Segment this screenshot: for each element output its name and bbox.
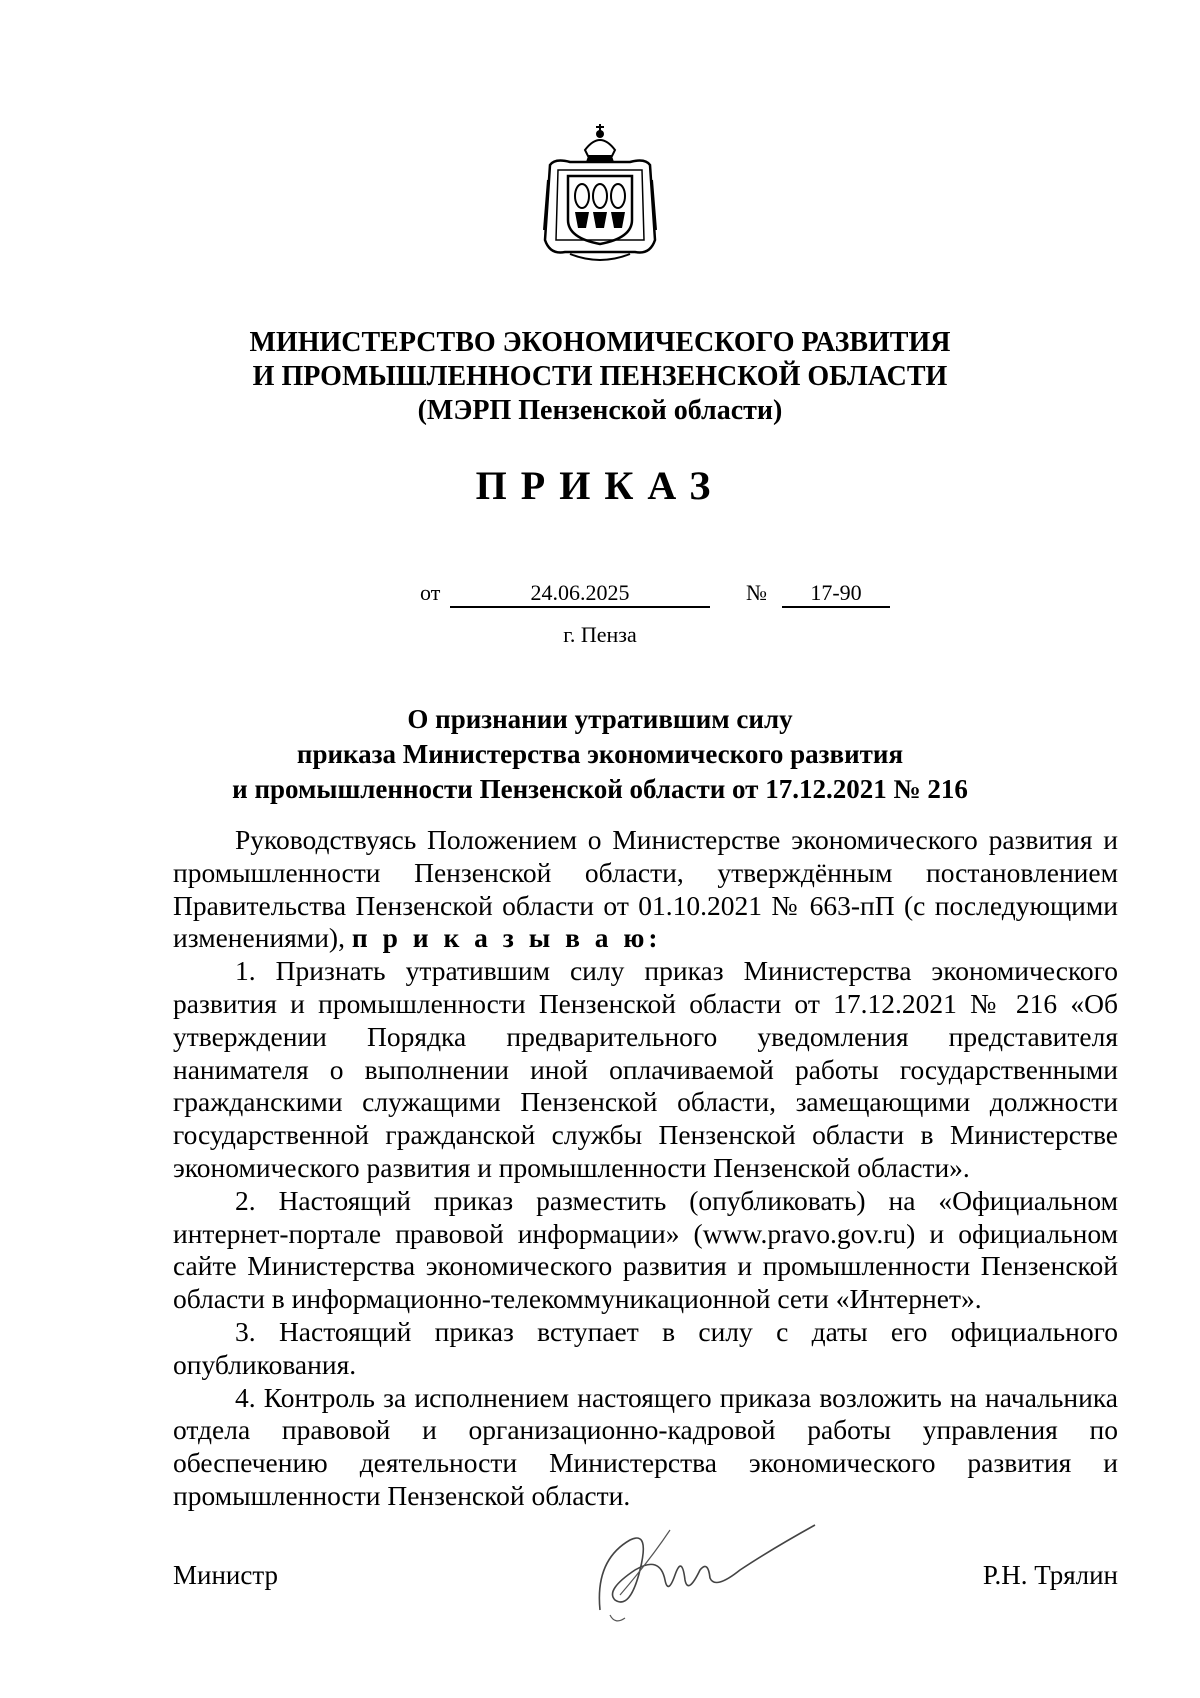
signature-row xyxy=(173,1560,1118,1600)
order-item-4: 4. Контроль за исполнением настоящего приказа возложить на начальника отдела правовой и организационно-кадровой работы управления по обеспечению деятельности Министерства экономического развития и промышленности Пензенской области. xyxy=(173,1381,1118,1511)
order-number: 17-90 xyxy=(782,580,890,608)
order-item-2: 2. Настоящий приказ разместить (опубликовать) на «Официальном интернет-портале правовой информации» (www.pravo.gov.ru) и официальном сайте Министерства экономического развития и промышленности Пензенской области в информационно-телекоммуникационной сети «Интернет». xyxy=(173,1184,1118,1315)
order-date: 24.06.2025 xyxy=(450,580,710,608)
coat-of-arms-emblem xyxy=(540,120,660,270)
order-subject xyxy=(0,702,1200,807)
subject-line2: приказа Министерства экономического развития xyxy=(296,739,904,769)
order-item-3: 3. Настоящий приказ вступает в силу с даты его официального опубликования. xyxy=(173,1315,1118,1380)
preamble-text: Руководствуясь Положением о Министерстве экономического развития и промышленности Пензенской области, утверждённым постановлением Правительства Пензенской области от 01.10.2021 № 663-пП (с последующими изменениями), xyxy=(173,824,1118,954)
signatory-name: Р.Н. Трялин xyxy=(982,1560,1118,1590)
subject-line3: и промышленности Пензенской области от 17.12.2021 № 216 xyxy=(232,774,968,804)
from-label: от xyxy=(420,580,441,605)
order-body xyxy=(173,824,1118,1513)
subject-line1: О признании утратившим силу xyxy=(407,704,793,734)
ministry-name-line1: МИНИСТЕРСТВО ЭКОНОМИЧЕСКОГО РАЗВИТИЯ xyxy=(249,327,951,358)
order-word: п р и к а з ы в а ю: xyxy=(351,922,662,954)
city-label: г. Пенза xyxy=(563,622,637,647)
ministry-header xyxy=(0,326,1200,428)
ministry-name-line2: И ПРОМЫШЛЕННОСТИ ПЕНЗЕНСКОЙ ОБЛАСТИ xyxy=(252,361,948,392)
order-item-1: 1. Признать утратившим силу приказ Министерства экономического развития и промышленности Пензенской области от 17.12.2021 № 216 «Об утверждении Порядка предварительного уведомления представителя нанимателя о выполнении иной оплачиваемой работы государственными гражданскими служащими Пензенской области, замещающими должности государственной гражданской службы Пензенской области в Министерстве экономического развития и промышленности Пензенской области». xyxy=(173,955,1118,1183)
ministry-short-name: (МЭРП Пензенской области) xyxy=(417,395,783,426)
number-label: № xyxy=(746,580,767,605)
document-type-title: ПРИКАЗ xyxy=(475,463,725,508)
preamble-paragraph xyxy=(173,824,1118,955)
signatory-position: Министр xyxy=(173,1560,278,1590)
